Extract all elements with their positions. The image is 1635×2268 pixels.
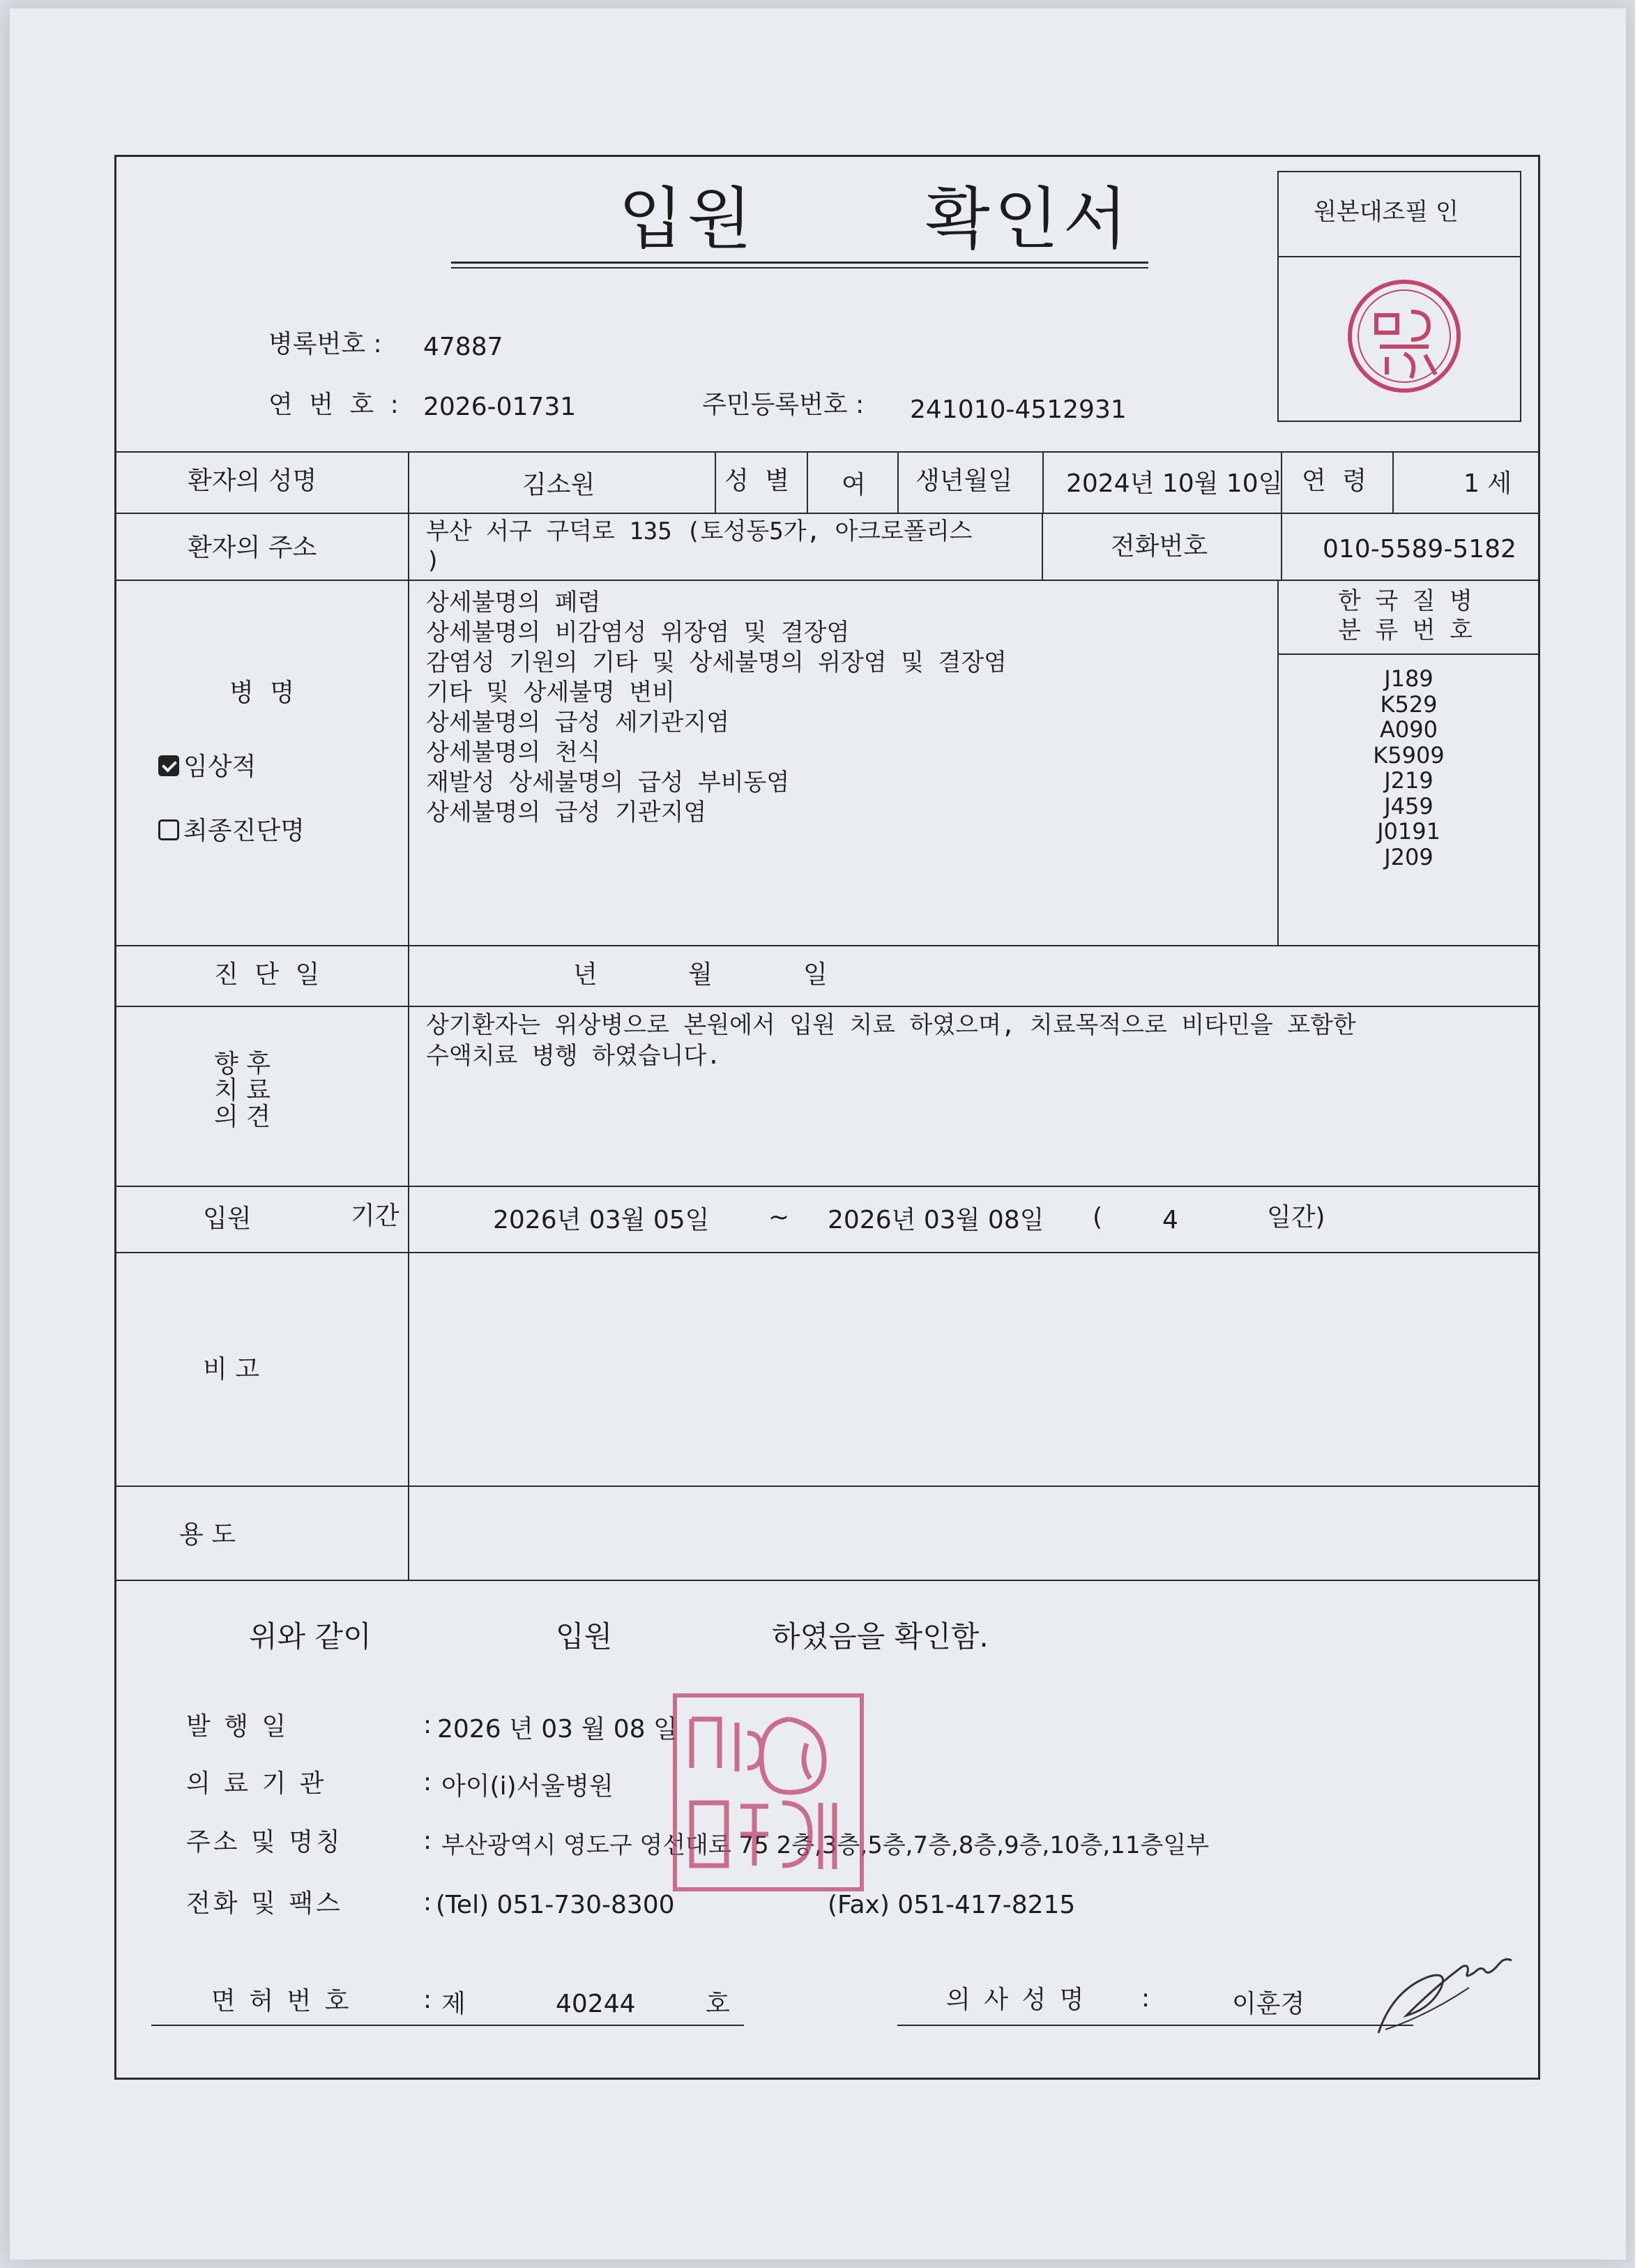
issue-date-label: 발 행 일 (186, 1712, 289, 1741)
stamp-box-label: 원본대조필 인 (1314, 198, 1459, 226)
hospital-seal-icon (671, 1691, 866, 1893)
tel-value: (Tel) 051-730-8300 (436, 1891, 675, 1919)
disease-code: J459 (1384, 792, 1434, 819)
issue-date-colon: : (423, 1711, 432, 1739)
sex-label: 성 별 (724, 467, 793, 495)
birth-date-label: 생년월일 (915, 467, 1013, 495)
license-number-label: 면 허 번 호 (211, 1987, 352, 2016)
admission-period-label-b: 기간 (351, 1202, 400, 1230)
disease-code: K529 (1380, 690, 1438, 718)
patient-address-line2: ) (426, 547, 441, 575)
disease-code: J209 (1384, 843, 1434, 870)
age-value: 1 세 (1463, 469, 1512, 498)
clinical-label: 임상적 (183, 753, 257, 781)
patient-address-line1: 부산 서구 구덕로 135 (토성동5가, 아크로폴리스 (426, 517, 973, 545)
admission-certificate-form (114, 155, 1540, 2080)
patient-address-label: 환자의 주소 (188, 534, 317, 562)
doctor-name-value: 이훈경 (1232, 1990, 1305, 2018)
code-header-divider (1277, 653, 1540, 655)
clinical-checkbox[interactable] (158, 755, 179, 776)
institution-colon: : (423, 1768, 432, 1797)
admission-end-date: 2026년 03월 08일 (828, 1206, 1044, 1234)
stamp-box-divider (1279, 256, 1520, 257)
diagnosis-item: 상세불명의 급성 기관지염 (426, 799, 707, 826)
diagnosis-label: 병 명 (229, 679, 298, 707)
disease-code: J189 (1384, 665, 1434, 692)
address-name-colon: : (423, 1827, 432, 1855)
diagnosis-date-day: 일 (803, 960, 828, 989)
doctor-name-colon: : (1141, 1984, 1150, 2013)
institution-value: 아이(i)서울병원 (441, 1772, 614, 1801)
row-line-3 (116, 580, 1540, 581)
admission-tilde: ~ (768, 1203, 790, 1232)
paper-sheet (10, 8, 1626, 2260)
age-value-divider (1392, 451, 1394, 513)
opinion-text-line1: 상기환자는 위상병으로 본원에서 입원 치료 하였으며, 치료목적으로 비타민을 포함한 (426, 1011, 1356, 1039)
remarks-label: 비 고 (203, 1355, 259, 1384)
phone-label-right-divider (1281, 513, 1282, 580)
confirm-text-c: 하였음을 확인함. (772, 1619, 989, 1654)
resident-number-value: 241010-4512931 (910, 395, 1127, 424)
diagnosis-item: 감염성 기원의 기타 및 상세불명의 위장염 및 결장염 (426, 649, 1007, 676)
title-left: 입원 (618, 180, 756, 258)
final-diagnosis-label: 최종진단명 (183, 817, 305, 845)
record-number-label: 병록번호 : (268, 330, 382, 358)
resident-number-label: 주민등록번호 : (702, 391, 865, 419)
admission-open-paren: ( (1093, 1203, 1103, 1232)
birth-value-divider (1042, 451, 1044, 513)
doctor-name-label: 의 사 성 명 (946, 1986, 1087, 2014)
license-colon: : (423, 1986, 432, 2014)
row-line-7 (116, 1252, 1540, 1253)
birth-label-divider (897, 451, 899, 513)
sex-value-divider (807, 451, 808, 513)
diagnosis-item: 재발성 상세불명의 급성 부비동염 (426, 769, 790, 796)
issue-date-value: 2026 년 03 월 08 일 (437, 1715, 678, 1744)
patient-name-value: 김소원 (522, 471, 595, 499)
row-line-1 (116, 451, 1540, 453)
diagnosis-date-label: 진 단 일 (214, 960, 324, 989)
birth-date-value: 2024년 10월 10일 (1066, 469, 1283, 498)
disease-code: A090 (1380, 716, 1438, 743)
disease-code-list (1277, 666, 1540, 870)
license-suffix: 호 (706, 1990, 730, 2018)
verification-seal-icon (1345, 277, 1463, 395)
disease-code: J219 (1384, 767, 1434, 794)
title-underline-2 (451, 267, 1148, 269)
admission-start-date: 2026년 03월 05일 (493, 1206, 710, 1234)
phone-label: 전화번호 (1111, 532, 1208, 561)
opinion-label-line3: 의 견 (214, 1103, 271, 1131)
phone-label-left-divider (1042, 513, 1043, 580)
license-prefix: 제 (441, 1990, 466, 2018)
doctor-signature-icon (1371, 1942, 1525, 2040)
sex-value: 여 (842, 471, 866, 499)
serial-number-label: 연 번 호 : (268, 391, 403, 419)
license-underline (151, 2025, 744, 2026)
final-diagnosis-checkbox[interactable] (158, 819, 179, 840)
row-line-9 (116, 1580, 1540, 1581)
serial-number-value: 2026-01731 (423, 393, 577, 421)
license-number-value: 40244 (556, 1990, 636, 2018)
opinion-label-line1: 향 후 (214, 1050, 271, 1078)
disease-code: K5909 (1373, 741, 1445, 769)
diagnosis-list (426, 588, 1007, 828)
record-number-value: 47887 (423, 333, 503, 361)
confirm-text-a: 위와 같이 (249, 1619, 372, 1654)
diagnosis-item: 상세불명의 급성 세기관지염 (426, 709, 730, 736)
doctor-underline (897, 2025, 1413, 2026)
tel-fax-label: 전화 및 팩스 (186, 1889, 343, 1918)
phone-value: 010-5589-5182 (1323, 535, 1516, 564)
admission-days-suffix: 일간) (1267, 1203, 1325, 1232)
code-header-line2: 분 류 번 호 (1338, 617, 1473, 644)
diagnosis-date-month: 월 (688, 960, 713, 989)
address-name-label: 주소 및 명칭 (186, 1828, 343, 1857)
label-column-divider (408, 451, 409, 1580)
diagnosis-item: 상세불명의 비감염성 위장염 및 결장염 (426, 619, 850, 647)
admission-days: 4 (1162, 1206, 1178, 1234)
opinion-label-line2: 치 료 (214, 1076, 271, 1105)
diagnosis-item: 기타 및 상세불명 변비 (426, 679, 676, 706)
purpose-label: 용 도 (179, 1520, 236, 1549)
title-right: 확인서 (925, 180, 1132, 258)
diagnosis-item: 상세불명의 천식 (426, 739, 601, 766)
opinion-text-line2: 수액치료 병행 하였습니다. (426, 1042, 721, 1070)
admission-period-label-a: 입원 (203, 1204, 252, 1233)
code-header-line1: 한 국 질 병 (1338, 587, 1473, 615)
fax-value: (Fax) 051-417-8215 (828, 1891, 1076, 1919)
age-label: 연 령 (1302, 467, 1371, 495)
confirm-text-b: 입원 (556, 1619, 613, 1654)
institution-label: 의 료 기 관 (186, 1769, 327, 1798)
address-name-value: 부산광역시 영도구 영선대로 75 2층,3층,5층,7층,8층,9층,10층,11층일부 (441, 1831, 1210, 1859)
sex-label-divider (715, 451, 716, 513)
diagnosis-item: 상세불명의 폐렴 (426, 589, 601, 617)
row-line-6 (116, 1186, 1540, 1187)
disease-code: J0191 (1377, 818, 1440, 845)
diagnosis-date-year: 년 (573, 960, 598, 989)
original-verified-stamp-box (1277, 171, 1521, 422)
row-line-5 (116, 1006, 1540, 1007)
row-line-4 (116, 945, 1540, 946)
title-underline-1 (451, 262, 1148, 264)
patient-name-label: 환자의 성명 (188, 467, 317, 495)
tel-fax-colon: : (423, 1888, 432, 1917)
row-line-8 (116, 1485, 1540, 1487)
row-line-2 (116, 513, 1540, 514)
